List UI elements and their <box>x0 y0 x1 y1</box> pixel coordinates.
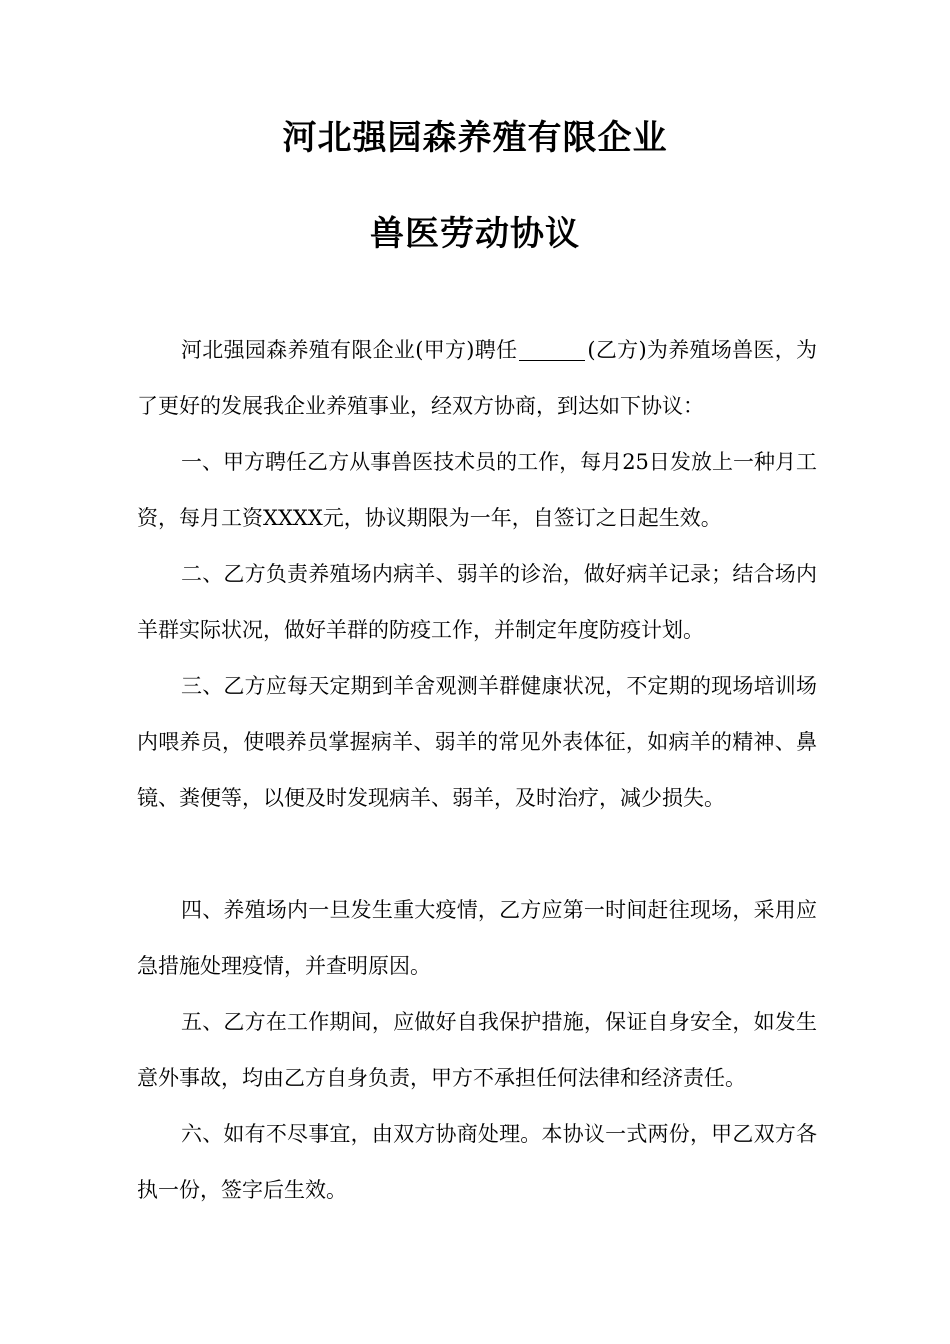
intro-text-end: (乙方)为养殖场兽医，为了更好的发展我企业养殖事业，经双方协商，到达如下协议： <box>137 338 817 418</box>
clause-6: 六、如有不尽事宜，由双方协商处理。本协议一式两份，甲乙双方各执一份，签字后生效。 <box>137 1122 817 1202</box>
clause-5: 五、乙方在工作期间，应做好自我保护措施，保证自身安全，如发生意外事故，均由乙方自身负责，甲方不承担任何法律和经济责任。 <box>137 1010 817 1090</box>
document-title-company: 河北强园森养殖有限企业 <box>282 118 668 158</box>
clause-3: 三、乙方应每天定期到羊舍观测羊群健康状况，不定期的现场培训场内喂养员，使喂养员掌握病羊、弱羊的常见外表体征，如病羊的精神、鼻镜、粪便等，以便及时发现病羊、弱羊，及时治疗，减少损失。 <box>137 674 817 810</box>
intro-paragraph <box>137 322 817 434</box>
intro-text-start: 河北强园森养殖有限企业(甲方)聘任 <box>181 338 518 362</box>
document-title-agreement: 兽医劳动协议 <box>370 214 580 254</box>
agreement-body <box>137 322 817 1218</box>
clause-1: 一、甲方聘任乙方从事兽医技术员的工作，每月25日发放上一种月工资，每月工资XXXX元，协议期限为一年，自签订之日起生效。 <box>137 450 817 530</box>
clause-2: 二、乙方负责养殖场内病羊、弱羊的诊治，做好病羊记录；结合场内羊群实际状况，做好羊群的防疫工作，并制定年度防疫计划。 <box>137 562 817 642</box>
party-b-name-blank[interactable] <box>519 338 585 361</box>
clause-4: 四、养殖场内一旦发生重大疫情，乙方应第一时间赶往现场，采用应急措施处理疫情，并查明原因。 <box>137 898 817 978</box>
